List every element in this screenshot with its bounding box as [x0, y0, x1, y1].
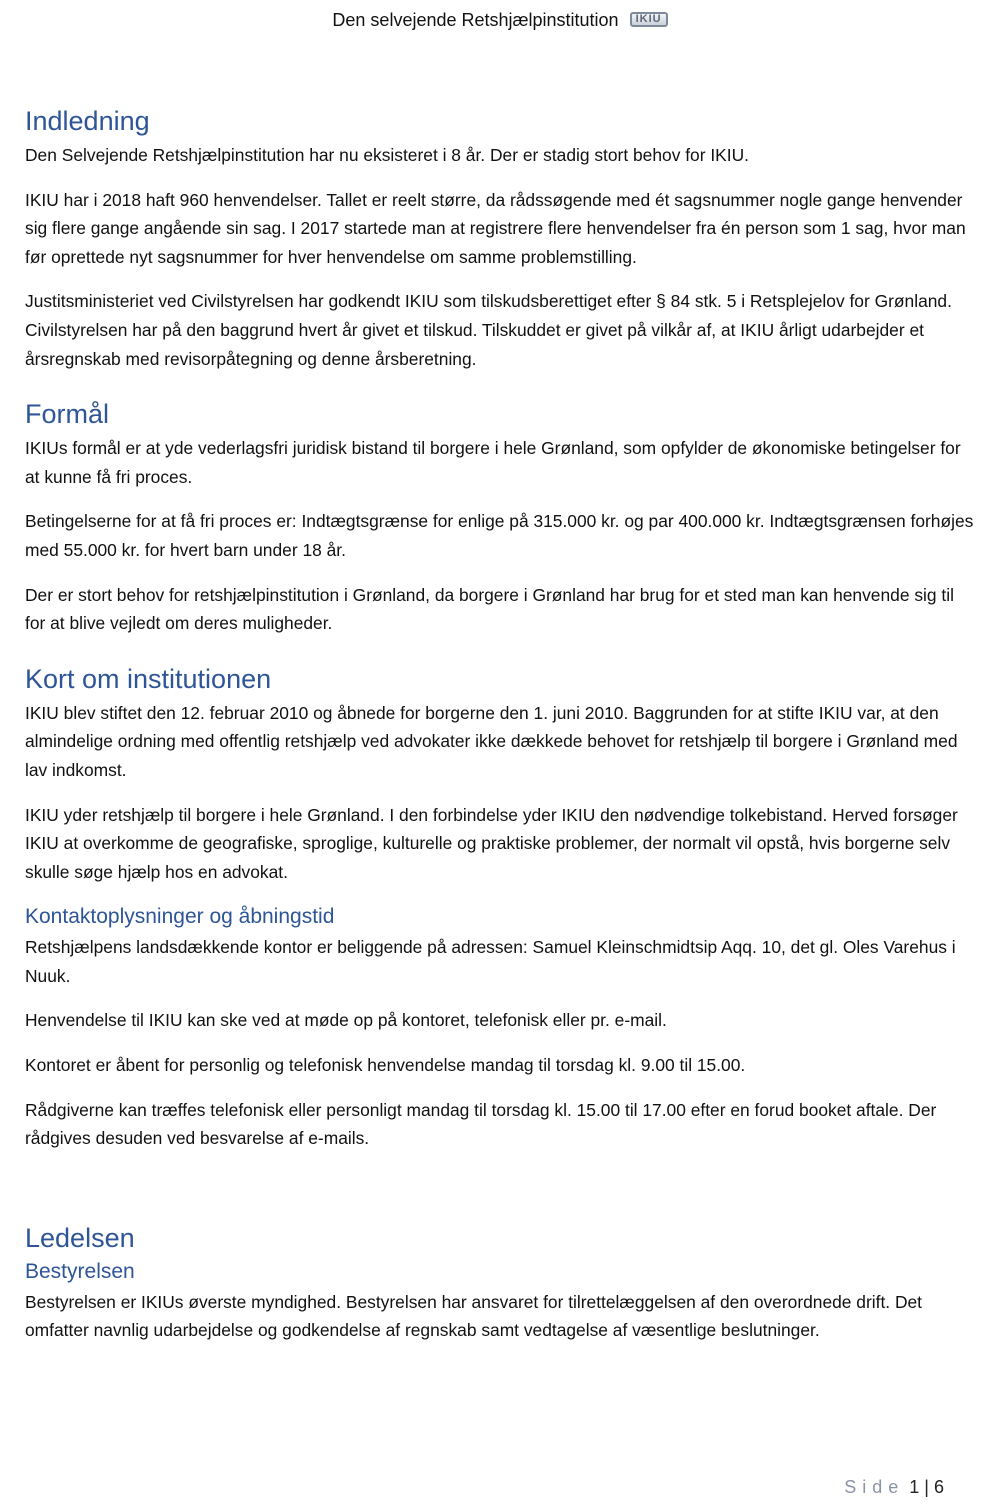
ikiu-logo: IKIU [630, 12, 668, 27]
heading-bestyrelsen: Bestyrelsen [25, 1259, 135, 1283]
paragraph: IKIU har i 2018 haft 960 henvendelser. Tallet er reelt større, da rådssøgende med ét sagsnummer nogle gange henvender sig flere gange angående sin sag. I 2017 startede man at registrere flere henvendelser fra én person som 1 sag, hvor man før oprettede nyt sagsnummer for hver henvendelse om samme problemstilling. [25, 189, 966, 267]
section-kontaktoplysninger [25, 903, 975, 1153]
paragraph: Kontoret er åbent for personlig og telefonisk henvendelse mandag til torsdag kl. 9.00 til 15.00. [25, 1055, 746, 1076]
page-header [0, 8, 1000, 32]
document-body [25, 104, 975, 1361]
heading-formaal: Formål [25, 399, 110, 430]
paragraph: Der er stort behov for retshjælpinstitution i Grønland, da borgere i Grønland har brug for et sted man kan henvende sig til for at blive vejledt om deres muligheder. [25, 584, 954, 634]
page-footer [844, 1474, 944, 1500]
section-bestyrelsen [25, 1258, 975, 1345]
paragraph: IKIU yder retshjælp til borgere i hele Grønland. I den forbindelse yder IKIU den nødvendige tolkebistand. Herved forsøger IKIU at overkomme de geografiske, sproglige, kulturelle og praktiske problemer, der normalt vil opstå, hvis borgerne selv skulle søge hjælp hos en advokat. [25, 804, 958, 882]
paragraph: Bestyrelsen er IKIUs øverste myndighed. Bestyrelsen har ansvaret for tilrettelæggelsen af den overordnede drift. Det omfatter navnlig udarbejdelse og godkendelse af regnskab samt vedtagelse af væsentlige beslutninger. [25, 1291, 923, 1341]
paragraph: Rådgiverne kan træffes telefonisk eller personligt mandag til torsdag kl. 15.00 til 17.00 efter en forud booket aftale. Der rådgives desuden ved besvarelse af e-mails. [25, 1099, 937, 1149]
header-title: Den selvejende Retshjælpinstitution [332, 10, 619, 30]
paragraph: Retshjælpens landsdækkende kontor er beliggende på adressen: Samuel Kleinschmidtsip Aqq. 10, det gl. Oles Varehus i Nuuk. [25, 937, 956, 986]
heading-ledelsen: Ledelsen [25, 1222, 135, 1253]
heading-kort-om-institutionen: Kort om institutionen [25, 663, 272, 694]
paragraph: IKIU blev stiftet den 12. februar 2010 og åbnede for borgerne den 1. juni 2010. Baggrunden for at stifte IKIU var, at den almindelige ordning med offentlig retshjælp ved advokater ikke dækkede behovet for retshjælp til borgere i Grønland med lav indkomst. [25, 702, 958, 780]
page-number: 1 [909, 1477, 920, 1497]
paragraph: Justitsministeriet ved Civilstyrelsen har godkendt IKIU som tilskudsberettiget efter § 84 stk. 5 i Retsplejelov for Grønland. Civilstyrelsen har på den baggrund hvert år givet et tilskud. Tilskuddet er givet på vilkår af, at IKIU årligt udarbejder et årsregnskab med revisorpåtegning og denne årsberetning. [25, 291, 952, 369]
page-separator: | [924, 1477, 929, 1497]
heading-indledning: Indledning [25, 106, 150, 136]
section-ledelsen [25, 1221, 975, 1255]
heading-kontaktoplysninger: Kontaktoplysninger og åbningstid [25, 905, 335, 929]
section-kort-om-institutionen [25, 662, 975, 887]
paragraph: IKIUs formål er at yde vederlagsfri juridisk bistand til borgere i hele Grønland, som opfylder de økonomiske betingelser for at kunne få fri proces. [25, 438, 961, 487]
paragraph: Den Selvejende Retshjælpinstitution har nu eksisteret i 8 år. Der er stadig stort behov for IKIU. [25, 145, 750, 165]
page-total: 6 [933, 1477, 944, 1497]
section-indledning [25, 104, 975, 373]
paragraph: Betingelserne for at få fri proces er: Indtægtsgrænse for enlige på 315.000 kr. og par 400.000 kr. Indtægtsgrænsen forhøjes med 55.000 kr. for hvert barn under 18 år. [25, 511, 974, 560]
paragraph: Henvendelse til IKIU kan ske ved at møde op på kontoret, telefonisk eller pr. e-mail. [25, 1010, 667, 1031]
section-formaal [25, 397, 975, 638]
page-label: Side [844, 1477, 905, 1497]
